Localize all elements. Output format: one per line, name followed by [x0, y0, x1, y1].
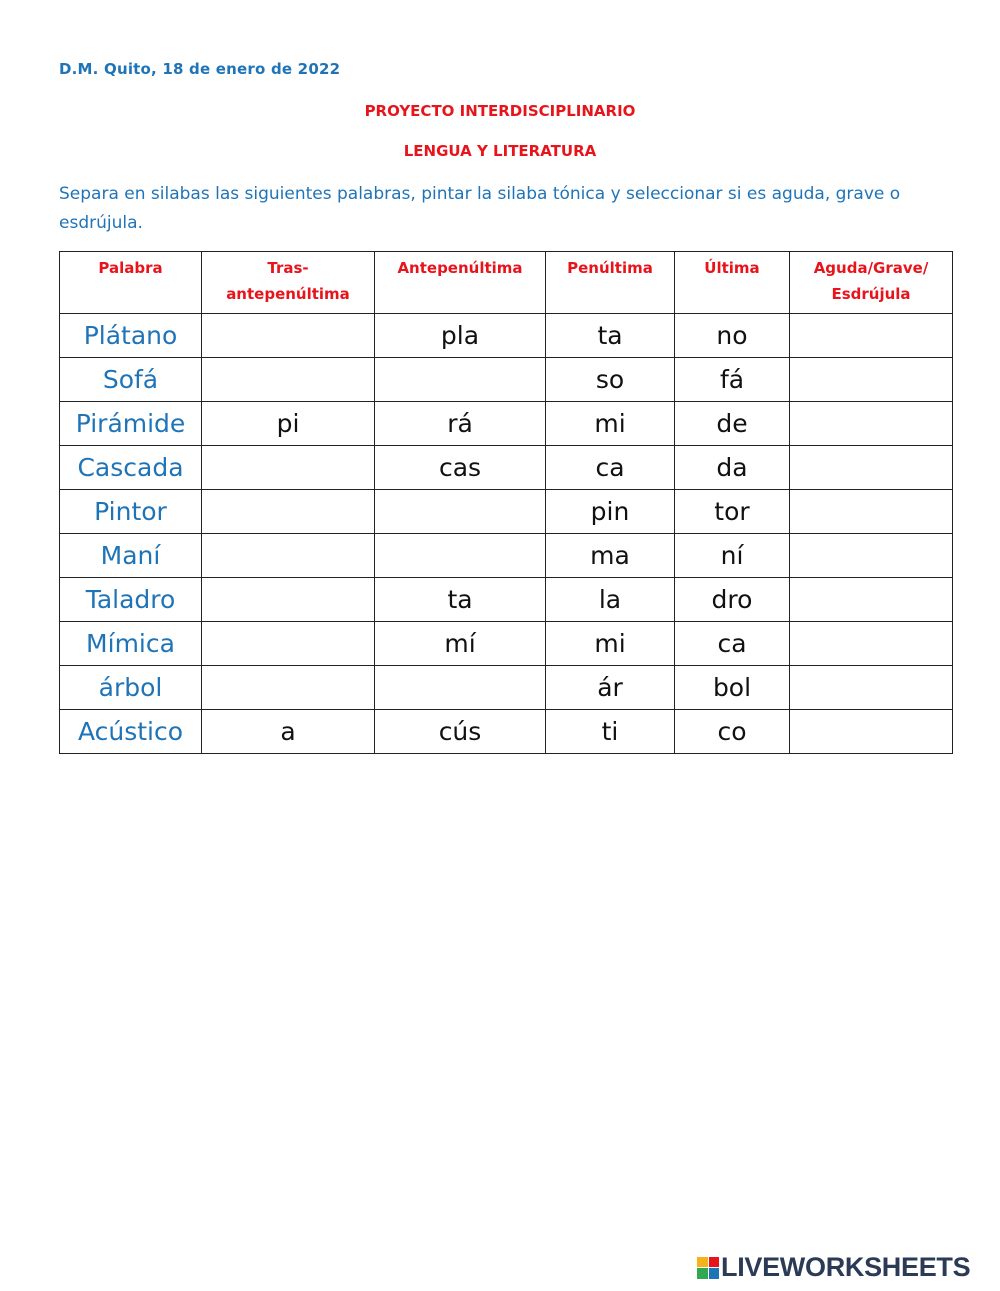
table-row [60, 578, 953, 622]
penultima-cell: ta [546, 314, 675, 358]
penultima-cell: ma [546, 534, 675, 578]
ultima-cell: no [675, 314, 790, 358]
word-cell: Pintor [60, 490, 202, 534]
tipo-cell[interactable] [790, 622, 953, 666]
penultima-cell: mi [546, 402, 675, 446]
tras-antepenultima-cell [202, 490, 375, 534]
table-row [60, 710, 953, 754]
antepenultima-cell [375, 534, 546, 578]
tipo-cell[interactable] [790, 446, 953, 490]
project-title: PROYECTO INTERDISCIPLINARIO [364, 102, 636, 120]
liveworksheets-logo-icon [697, 1257, 719, 1279]
header-palabra: Palabra [60, 252, 202, 314]
tipo-cell[interactable] [790, 710, 953, 754]
logo-text: LIVEWORKSHEETS [721, 1252, 971, 1282]
word-cell: Mímica [60, 622, 202, 666]
subject-title: LENGUA Y LITERATURA [403, 142, 597, 160]
penultima-cell: so [546, 358, 675, 402]
liveworksheets-logo [697, 1252, 970, 1283]
header-ultima: Última [675, 252, 790, 314]
word-cell: Plátano [60, 314, 202, 358]
word-cell: Pirámide [60, 402, 202, 446]
table-row [60, 622, 953, 666]
tipo-cell[interactable] [790, 314, 953, 358]
table-row [60, 358, 953, 402]
tras-antepenultima-cell [202, 446, 375, 490]
word-cell: árbol [60, 666, 202, 710]
tipo-cell[interactable] [790, 358, 953, 402]
antepenultima-cell [375, 666, 546, 710]
antepenultima-cell: mí [375, 622, 546, 666]
instructions-text: Separa en silabas las siguientes palabras, pintar la silaba tónica y seleccionar si es aguda, grave o esdrújula. [59, 184, 901, 233]
tras-antepenultima-cell: a [202, 710, 375, 754]
penultima-cell: la [546, 578, 675, 622]
document-date: D.M. Quito, 18 de enero de 2022 [59, 60, 341, 78]
penultima-cell: ca [546, 446, 675, 490]
table-header-row [60, 252, 953, 314]
penultima-cell: ti [546, 710, 675, 754]
antepenultima-cell: pla [375, 314, 546, 358]
table-row [60, 402, 953, 446]
tipo-cell[interactable] [790, 402, 953, 446]
ultima-cell: co [675, 710, 790, 754]
tipo-cell[interactable] [790, 666, 953, 710]
ultima-cell: bol [675, 666, 790, 710]
word-cell: Acústico [60, 710, 202, 754]
table-row [60, 314, 953, 358]
antepenultima-cell: cas [375, 446, 546, 490]
word-cell: Sofá [60, 358, 202, 402]
tras-antepenultima-cell [202, 622, 375, 666]
syllable-table [59, 251, 953, 754]
tipo-cell[interactable] [790, 490, 953, 534]
table-row [60, 446, 953, 490]
antepenultima-cell [375, 490, 546, 534]
word-cell: Cascada [60, 446, 202, 490]
table-row [60, 534, 953, 578]
tras-antepenultima-cell [202, 314, 375, 358]
tras-antepenultima-cell: pi [202, 402, 375, 446]
tras-antepenultima-cell [202, 578, 375, 622]
tras-antepenultima-cell [202, 534, 375, 578]
header-antepenultima: Antepenúltima [375, 252, 546, 314]
tras-antepenultima-cell [202, 666, 375, 710]
header-tras-antepenultima: Tras-antepenúltima [202, 252, 375, 314]
antepenultima-cell: rá [375, 402, 546, 446]
antepenultima-cell: ta [375, 578, 546, 622]
word-cell: Maní [60, 534, 202, 578]
table-row [60, 490, 953, 534]
ultima-cell: de [675, 402, 790, 446]
header-tipo: Aguda/Grave/ Esdrújula [790, 252, 953, 314]
antepenultima-cell: cús [375, 710, 546, 754]
penultima-cell: ár [546, 666, 675, 710]
antepenultima-cell [375, 358, 546, 402]
word-cell: Taladro [60, 578, 202, 622]
ultima-cell: da [675, 446, 790, 490]
ultima-cell: ní [675, 534, 790, 578]
header-penultima: Penúltima [546, 252, 675, 314]
penultima-cell: pin [546, 490, 675, 534]
tras-antepenultima-cell [202, 358, 375, 402]
tipo-cell[interactable] [790, 534, 953, 578]
ultima-cell: tor [675, 490, 790, 534]
penultima-cell: mi [546, 622, 675, 666]
ultima-cell: fá [675, 358, 790, 402]
table-row [60, 666, 953, 710]
ultima-cell: dro [675, 578, 790, 622]
ultima-cell: ca [675, 622, 790, 666]
tipo-cell[interactable] [790, 578, 953, 622]
